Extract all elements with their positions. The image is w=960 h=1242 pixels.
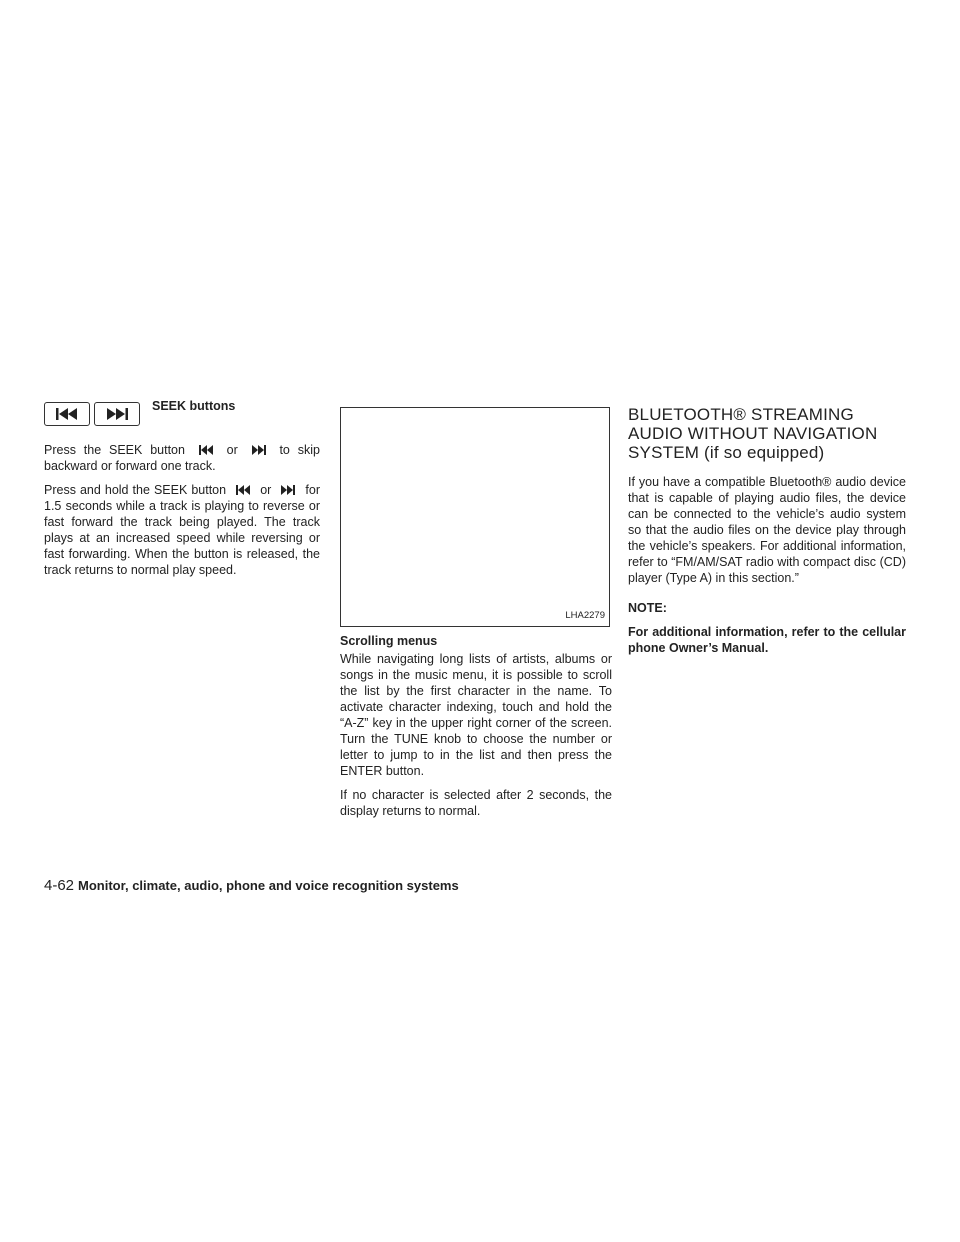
- figure-code: LHA2279: [565, 610, 605, 621]
- section-title: Monitor, climate, audio, phone and voice recognition systems: [78, 878, 459, 893]
- scrolling-timeout-paragraph: If no character is selected after 2 seconds, the display returns to normal.: [340, 788, 612, 818]
- page-number: 4-62: [44, 877, 75, 894]
- left-column: [44, 400, 320, 586]
- seek-forward-key: [94, 402, 140, 426]
- seek-hold-text-end: for 1.5 seconds while a track is playing to reverse or fast forward the track being played. The track plays at an increased speed while reversing or fast forwarding. When the button is released, the track returns to normal play speed.: [44, 483, 320, 577]
- middle-column: [340, 407, 612, 827]
- bluetooth-audio-heading: BLUETOOTH® STREAMING AUDIO WITHOUT NAVIGATION SYSTEM (if so equipped): [628, 405, 878, 462]
- figure-frame: [340, 407, 610, 627]
- note-title: NOTE:: [628, 601, 667, 615]
- seek-press-or: or: [226, 443, 238, 457]
- seek-hold-paragraph: [44, 482, 320, 578]
- seek-back-key: [44, 402, 90, 426]
- skip-forward-icon: [252, 445, 266, 455]
- skip-forward-icon: [281, 485, 295, 495]
- seek-buttons-row: [44, 400, 320, 428]
- skip-forward-icon: [106, 408, 128, 420]
- skip-back-icon: [199, 445, 213, 455]
- right-column: [628, 405, 906, 656]
- page-footer: [44, 877, 459, 894]
- seek-press-text-start: Press the SEEK button: [44, 443, 185, 457]
- seek-press-text-end: to skip backward or forward one track.: [44, 443, 320, 473]
- scrolling-menus-paragraph: While navigating long lists of artists, albums or songs in the music menu, it is possible to scroll the list by the first character in the name. To activate character indexing, touch and hold the “A-Z” key in the upper right corner of the screen. Turn the TUNE knob to choose the number or letter to jump to in the list and then press the ENTER button.: [340, 652, 612, 778]
- scrolling-menus-heading: Scrolling menus: [340, 634, 438, 648]
- skip-back-icon: [236, 485, 250, 495]
- note-body: For additional information, refer to the cellular phone Owner’s Manual.: [628, 625, 906, 655]
- seek-press-paragraph: [44, 442, 320, 474]
- bluetooth-audio-paragraph: If you have a compatible Bluetooth® audio device that is capable of playing audio files, the device can be connected to the vehicle’s audio system so that the audio files on the device play through the vehicle’s speakers. For additional information, refer to “FM/AM/SAT radio with compact disc (CD) player (Type A) in this section.”: [628, 475, 906, 585]
- seek-hold-or: or: [260, 483, 272, 497]
- skip-back-icon: [56, 408, 78, 420]
- seek-buttons-heading: SEEK buttons: [152, 399, 236, 413]
- seek-hold-text-start: Press and hold the SEEK button: [44, 483, 227, 497]
